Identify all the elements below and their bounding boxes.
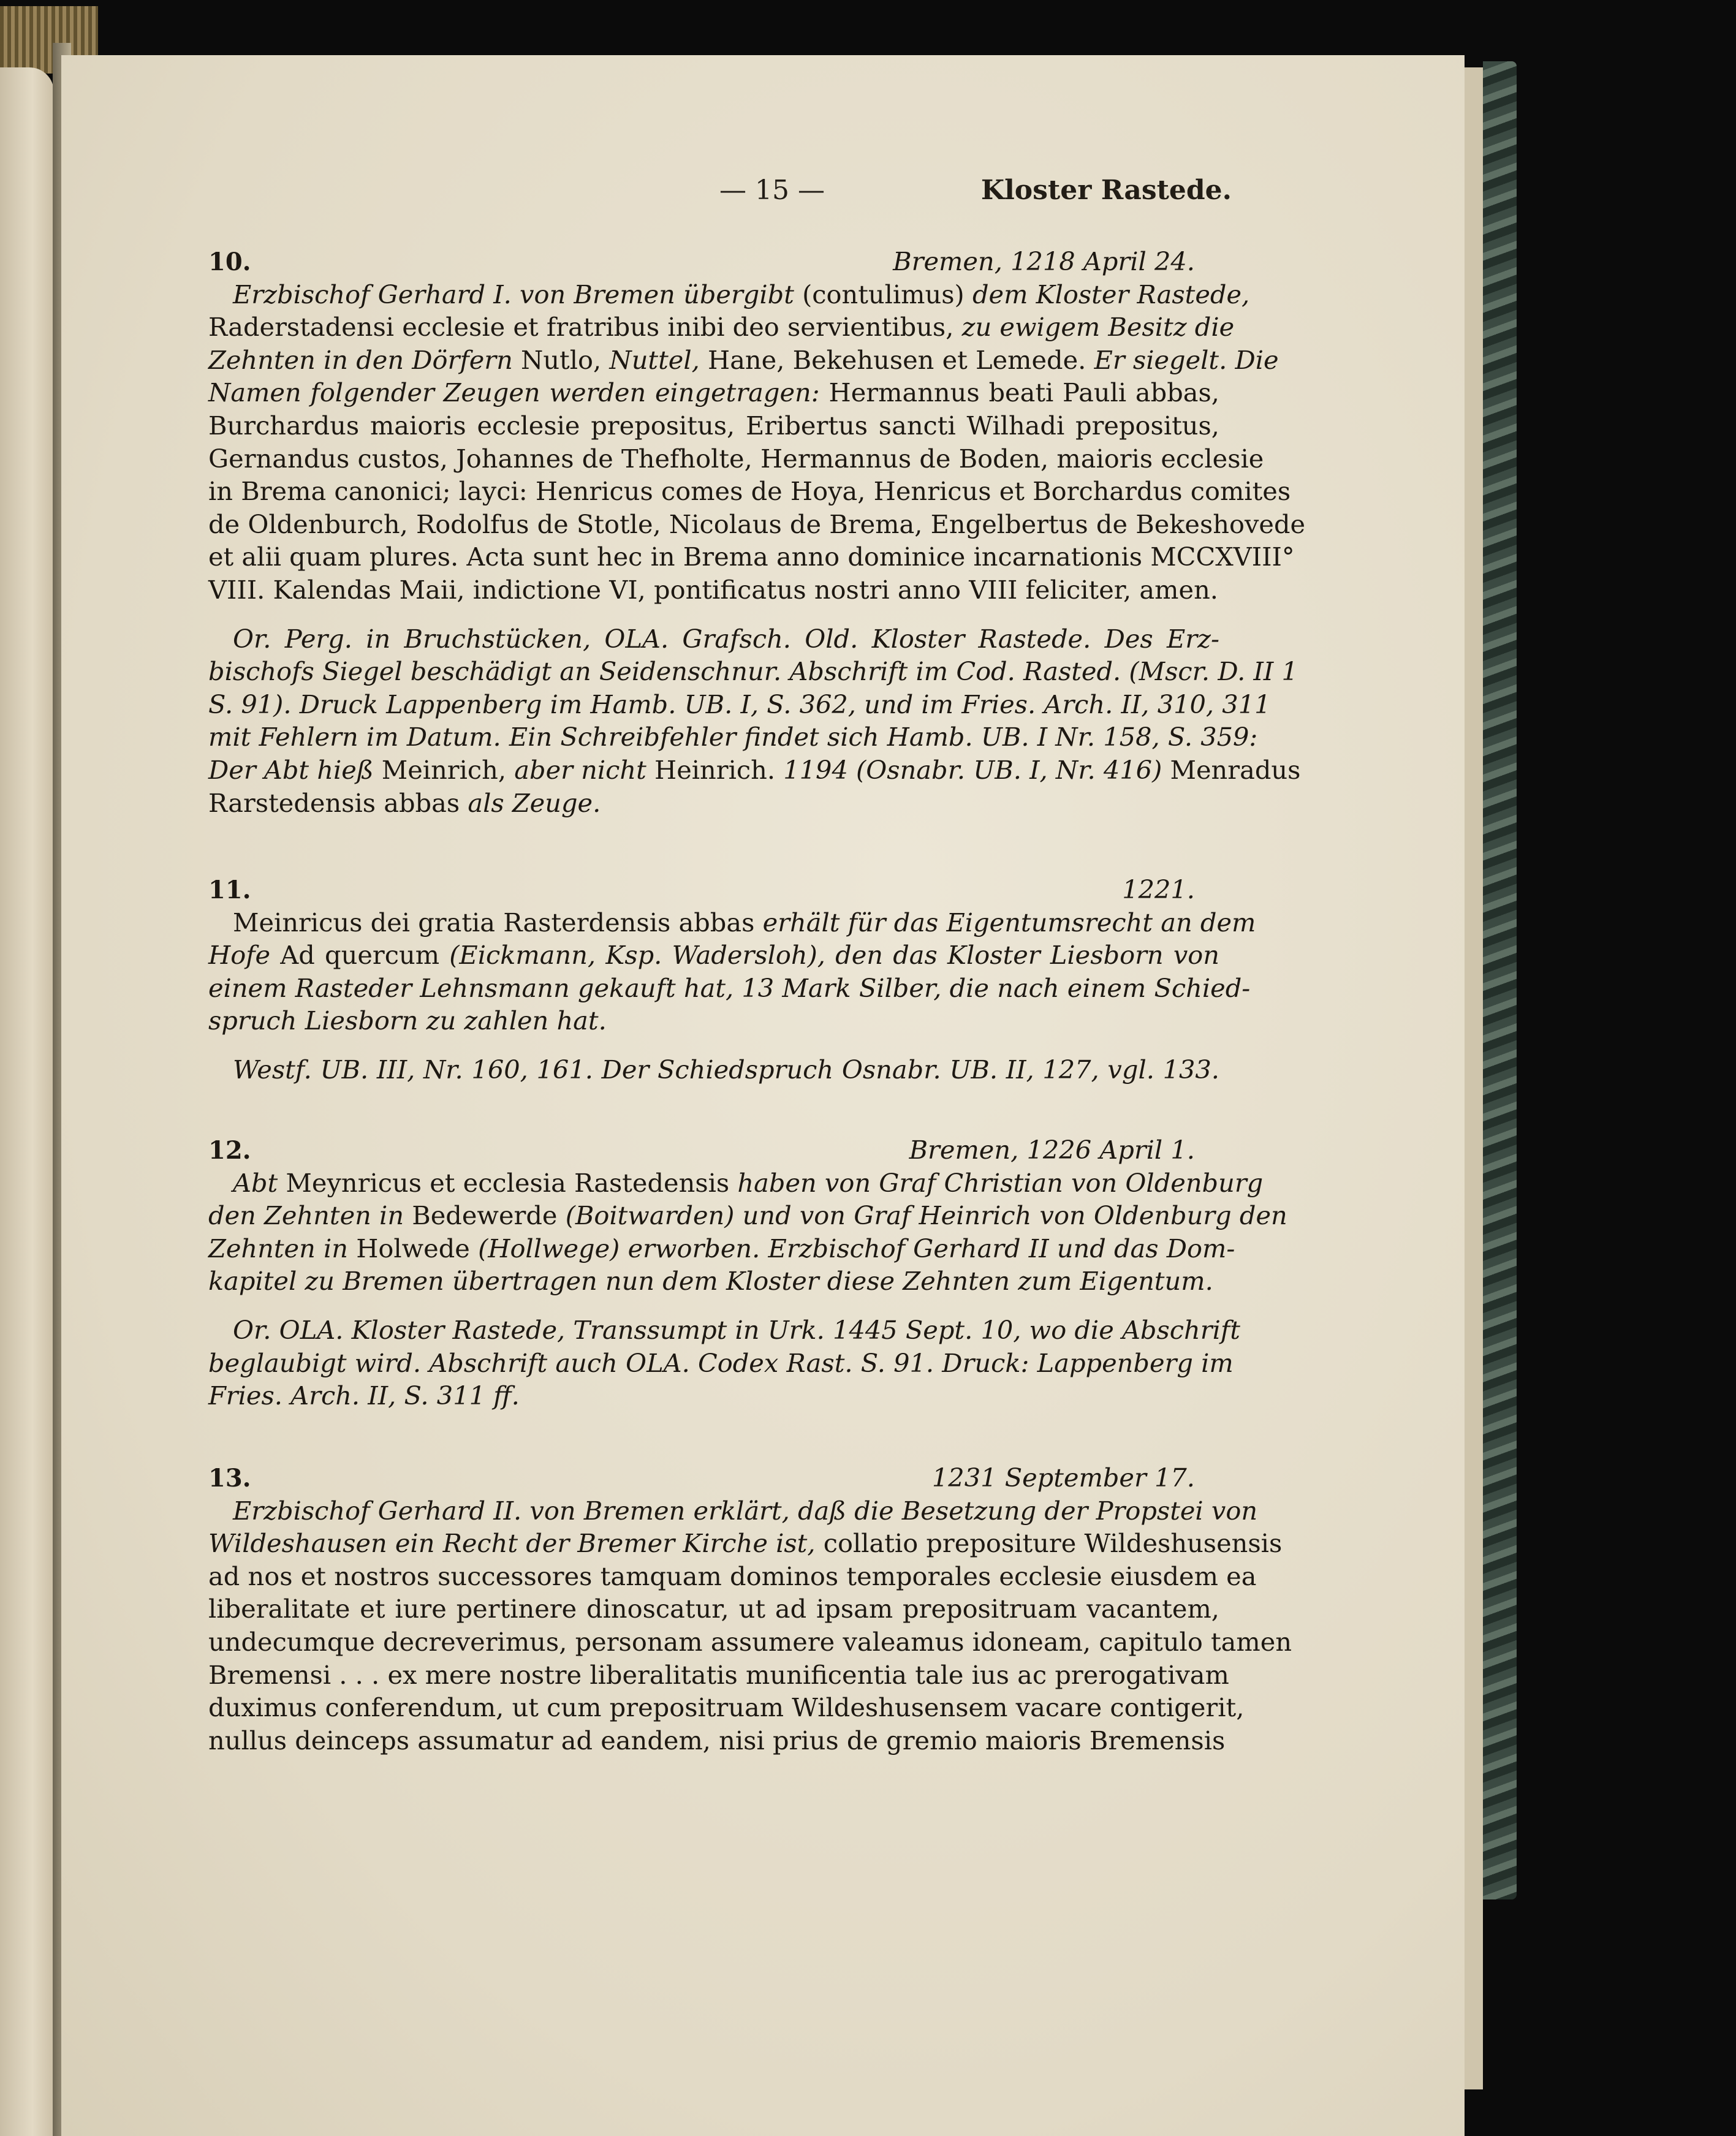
entry-header <box>208 245 1219 278</box>
italic-run: erhält für das Eigentumsrecht an dem <box>762 907 1256 937</box>
body-line <box>208 409 1219 442</box>
body-line <box>208 475 1291 508</box>
note-line <box>208 688 1271 721</box>
text-run: Hermannus beati Pauli abbas, <box>819 377 1219 408</box>
text-run: Meynricus et ecclesia Rastedensis <box>278 1167 738 1198</box>
italic-run: Der Abt hieß <box>208 754 374 785</box>
text-run: Hane, Bekehusen et Lemede. <box>699 344 1094 375</box>
text-run: nullus deinceps assumatur ad eandem, nisi prius de gremio maioris Bremensis <box>208 1725 1226 1755</box>
marbled-cover <box>1483 61 1517 1899</box>
entry-body <box>208 906 1256 1037</box>
text-run: Menradus <box>1162 754 1301 785</box>
entry-date: 1221. <box>1122 874 1195 904</box>
note-line <box>208 1379 1219 1412</box>
text-run: liberalitate et iure pertinere dinoscatur, ut ad ipsam prepositruam vacantem, <box>208 1594 1219 1624</box>
text-run: (contulimus) <box>794 279 972 309</box>
entry-date: Bremen, 1218 April 24. <box>893 246 1195 276</box>
italic-run: als Zeuge. <box>468 787 601 818</box>
body-line <box>208 1626 1292 1659</box>
italic-run: Hofe <box>208 940 271 971</box>
entry-header <box>208 1134 1219 1167</box>
note-line <box>208 655 1298 688</box>
italic-run: (Hollwege) erworben. Erzbischof Gerhard II und das Dom- <box>478 1233 1235 1263</box>
entry-body <box>208 278 1306 607</box>
body-line <box>208 376 1219 409</box>
body-line <box>208 939 1219 972</box>
body-line <box>208 1199 1287 1232</box>
text-run: de Oldenburch, Rodolfus de Stotle, Nicolaus de Brema, Engelbertus de Bekeshovede <box>208 509 1306 539</box>
text-run: Burchardus maioris ecclesie prepositus, Eribertus sancti Wilhadi prepositus, <box>208 410 1219 441</box>
body-line <box>208 1004 1219 1037</box>
text-run: collatio prepositure Wildeshusensis <box>815 1528 1283 1559</box>
entry-number: 10. <box>208 248 251 276</box>
page-edge <box>1465 67 1483 2089</box>
entry-body <box>208 1494 1292 1757</box>
text-run: Holwede <box>348 1233 479 1263</box>
text-run: Heinrich. <box>646 754 784 785</box>
entry-header <box>208 873 1219 906</box>
text-run: et alii quam plures. Acta sunt hec in Brema anno dominice incarnationis MCCXVIII° <box>208 542 1295 572</box>
italic-run: Er siegelt. Die <box>1094 344 1279 375</box>
italic-run: Wildeshausen ein Recht der Bremer Kirche ist, <box>208 1528 816 1559</box>
text-run: Meinrich, <box>373 754 515 785</box>
note-line <box>208 1314 1240 1347</box>
italic-run: den Zehnten in <box>208 1200 404 1231</box>
italic-run: einem Rasteder Lehnsmann gekauft hat, 13 Mark Silber, die nach einem Schied- <box>208 972 1251 1003</box>
body-line <box>208 1691 1245 1724</box>
entry-header <box>208 1461 1219 1494</box>
italic-run: Namen folgender Zeugen werden eingetragen: <box>208 377 820 408</box>
body-line <box>208 972 1251 1005</box>
entry-note <box>208 623 1301 820</box>
body-line <box>208 1527 1283 1560</box>
body-line <box>208 344 1279 377</box>
entry-number: 11. <box>208 876 251 904</box>
body-line <box>208 1724 1226 1757</box>
page-header <box>61 175 1465 224</box>
italic-run: Zehnten in den Dörfern <box>208 344 513 375</box>
body-line <box>208 442 1264 475</box>
entry-note <box>208 1314 1240 1412</box>
text-run: Rarstedensis abbas <box>208 787 468 818</box>
italic-run: aber nicht <box>514 754 646 785</box>
italic-run: (Eickmann, Ksp. Wadersloh), den das Kloster Liesborn von <box>449 940 1219 971</box>
entry-date: Bremen, 1226 April 1. <box>909 1135 1195 1165</box>
text-run: ad nos et nostros successores tamquam dominos temporales ecclesie eiusdem ea <box>208 1561 1257 1591</box>
entry-10 <box>208 245 1306 819</box>
text-run: duximus conferendum, ut cum prepositruam Wildeshusensem vacare contigerit, <box>208 1692 1245 1723</box>
italic-run: bischofs Siegel beschädigt an Seidenschnur. Abschrift im Cod. Rasted. (Mscr. D. II 1 <box>208 656 1298 687</box>
body-line <box>208 1593 1219 1626</box>
body-line <box>208 1265 1219 1298</box>
text-run: undecumque decreverimus, personam assumere valeamus idoneam, capitulo tamen <box>208 1626 1292 1657</box>
italic-run: Erzbischof Gerhard I. von Bremen übergibt <box>233 279 794 309</box>
text-run: Nutlo, <box>512 344 610 375</box>
body-line <box>208 278 1250 311</box>
text-run: Bremensi . . . ex mere nostre liberalitatis munificentia tale ius ac prerogativam <box>208 1659 1229 1690</box>
text-run: Ad quercum <box>270 940 450 971</box>
text-run: Raderstadensi ecclesie et fratribus inibi deo servientibus, <box>208 312 962 343</box>
italic-run: Zehnten in <box>208 1233 349 1263</box>
italic-run: Or. Perg. in Bruchstücken, OLA. Grafsch. Old. Kloster Rastede. Des Erz- <box>233 623 1219 654</box>
body-line <box>208 540 1295 574</box>
italic-run: zu ewigem Besitz die <box>961 312 1235 343</box>
body-line <box>208 574 1219 607</box>
body-line <box>208 906 1256 939</box>
body-line <box>208 1494 1258 1528</box>
italic-run: beglaubigt wird. Abschrift auch OLA. Codex Rast. S. 91. Druck: Lappenberg im <box>208 1347 1234 1378</box>
italic-run: mit Fehlern im Datum. Ein Schreibfehler findet sich Hamb. UB. I Nr. 158, S. 359: <box>208 722 1258 752</box>
note-line <box>208 721 1258 754</box>
text-run: Gernandus custos, Johannes de Thefholte, Hermannus de Boden, maioris ecclesie <box>208 443 1264 474</box>
note-line <box>208 754 1301 787</box>
entry-13 <box>208 1461 1292 1757</box>
text-run: in Brema canonici; layci: Henricus comes de Hoya, Henricus et Borchardus comites <box>208 476 1291 507</box>
note-line <box>208 1053 1219 1086</box>
entry-11 <box>208 873 1256 1086</box>
italic-run: Fries. Arch. II, S. 311 ff. <box>208 1380 520 1411</box>
entry-date: 1231 September 17. <box>931 1463 1195 1493</box>
italic-run: Or. OLA. Kloster Rastede, Transsumpt in Urk. 1445 Sept. 10, wo die Abschrift <box>233 1314 1240 1345</box>
entry-number: 13. <box>208 1464 251 1493</box>
left-page <box>0 67 54 2136</box>
body-line <box>208 1232 1235 1265</box>
italic-run: Westf. UB. III, Nr. 160, 161. Der Schiedspruch Osnabr. UB. II, 127, vgl. 133. <box>233 1054 1219 1085</box>
note-line <box>208 1347 1234 1380</box>
italic-run: (Boitwarden) und von Graf Heinrich von Oldenburg den <box>565 1200 1287 1231</box>
entry-note <box>208 1053 1219 1086</box>
italic-run: kapitel zu Bremen übertragen nun dem Kloster diese Zehnten zum Eigentum. <box>208 1266 1213 1297</box>
body-line <box>208 1560 1257 1593</box>
page-number: — 15 — <box>719 175 825 206</box>
entry-body <box>208 1167 1287 1298</box>
body-line <box>208 311 1235 344</box>
body-line <box>208 508 1306 541</box>
note-line <box>208 623 1219 656</box>
running-title: Kloster Rastede. <box>980 175 1232 206</box>
italic-run: haben von Graf Christian von Oldenburg <box>737 1167 1264 1198</box>
body-line <box>208 1167 1264 1200</box>
italic-run: Erzbischof Gerhard II. von Bremen erklärt, daß die Besetzung der Propstei von <box>233 1495 1258 1526</box>
body-line <box>208 1659 1229 1692</box>
italic-run: Nuttel, <box>609 344 700 375</box>
entry-12 <box>208 1134 1287 1412</box>
italic-run: Abt <box>233 1167 278 1198</box>
italic-run: dem Kloster Rastede, <box>972 279 1250 309</box>
italic-run: 1194 (Osnabr. UB. I, Nr. 416) <box>783 754 1162 785</box>
note-line <box>208 787 1219 820</box>
text-run: Meinricus dei gratia Rasterdensis abbas <box>233 907 763 937</box>
text-run: Bedewerde <box>404 1200 566 1231</box>
italic-run: spruch Liesborn zu zahlen hat. <box>208 1006 607 1036</box>
italic-run: S. 91). Druck Lappenberg im Hamb. UB. I, S. 362, und im Fries. Arch. II, 310, 311 <box>208 689 1271 719</box>
text-run: VIII. Kalendas Maii, indictione VI, pontificatus nostri anno VIII feliciter, amen. <box>208 574 1218 605</box>
entry-number: 12. <box>208 1136 251 1165</box>
